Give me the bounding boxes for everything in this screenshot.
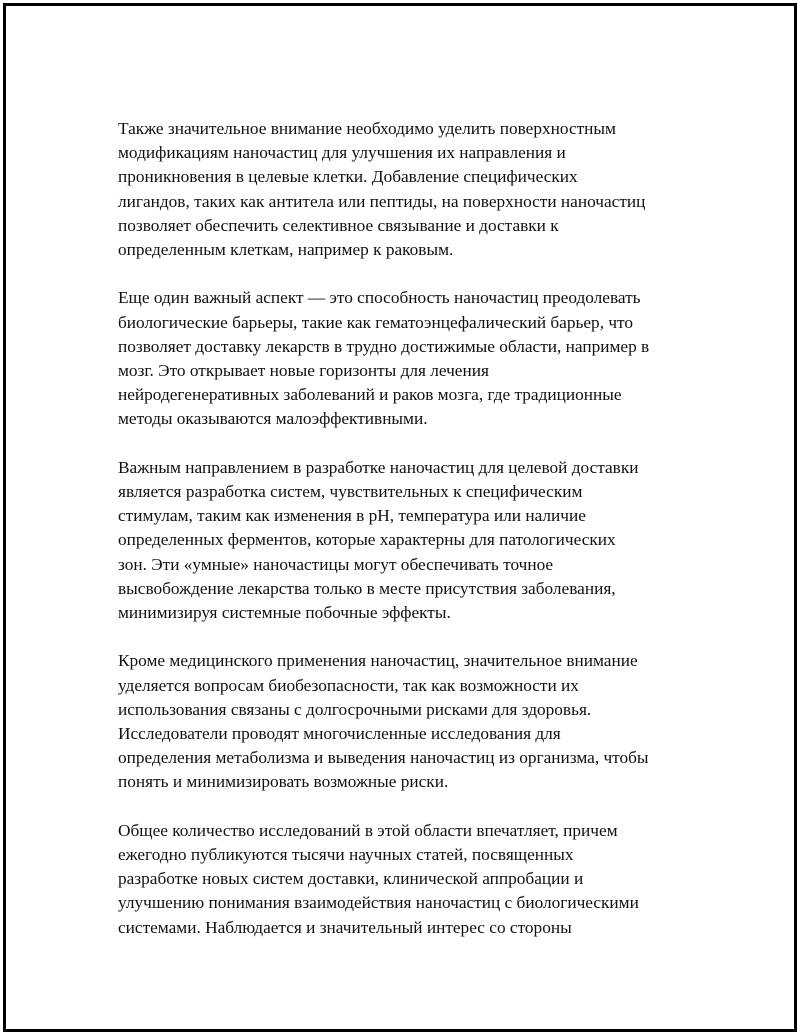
paragraph-1: Также значительное внимание необходимо уделить поверхностным модификациям наночастиц для улучшения их направления и проникновения в целевые клетки. Добавление специфических лигандов, таких как антитела или пептиды, на поверхности наночастиц позволяет обеспечить селективное связывание и доставки к определенным клеткам, например к раковым. — [118, 119, 646, 260]
paragraph-5: Общее количество исследований в этой области впечатляет, причем ежегодно публикуются тысячи научных статей, посвященных разработке новых систем доставки, клинической аппробации и улучшению понимания взаимодействия наночастиц с биологическими системами. Наблюдается и значительный интерес со стороны — [118, 820, 639, 937]
paragraph-3: Важным направлением в разработке наночастиц для целевой доставки является разработка систем, чувствительных к специфическим стимулам, таким как изменения в pH, температура или наличие определенных ферментов, которые характерны для патологических зон. Эти «умные» наночастицы могут обеспечивать точное высвобождение лекарства только в месте присутствия заболевания, минимизируя системные побочные эффекты. — [118, 457, 639, 623]
paragraph-2: Еще один важный аспект — это способность наночастиц преодолевать биологические барьеры, такие как гематоэнцефалический барьер, что позволяет доставку лекарств в трудно достижимые области, например в мозг. Это открывает новые горизонты для лечения нейродегенеративных заболеваний и раков мозга, где традиционные методы оказываются малоэффективными. — [118, 288, 650, 429]
document-body — [118, 117, 698, 964]
paragraph-4: Кроме медицинского применения наночастиц, значительное внимание уделяется вопросам биобезопасности, так как возможности их использования связаны с долгосрочными рисками для здоровья. Исследователи проводят многочисленные исследования для определения метаболизма и выведения наночастиц из организма, чтобы понять и минимизировать возможные риски. — [118, 651, 649, 792]
